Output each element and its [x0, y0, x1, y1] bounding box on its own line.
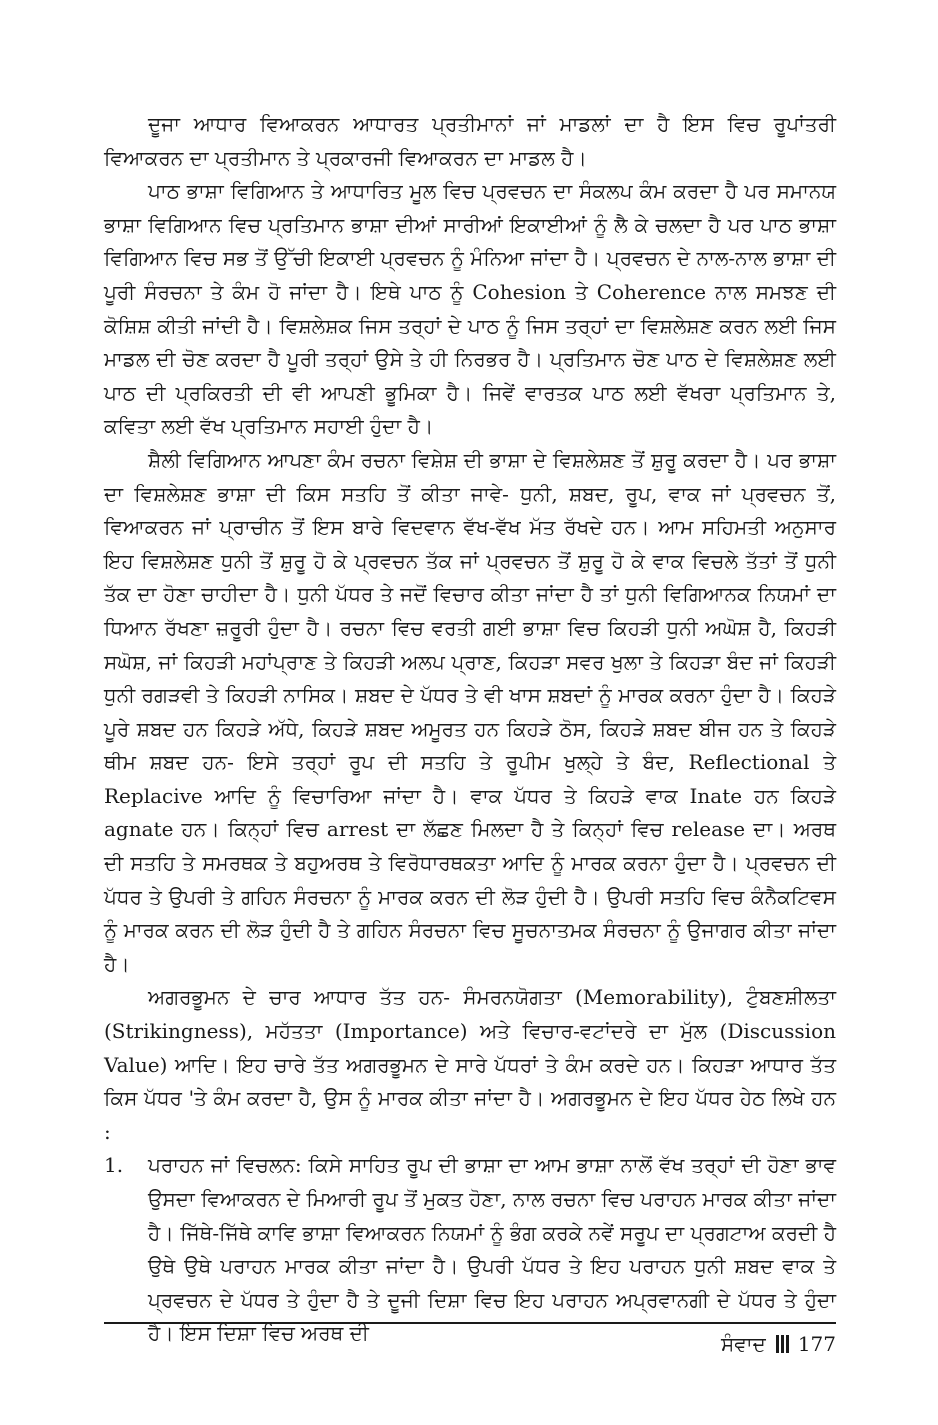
triple-bar-icon — [776, 1335, 790, 1353]
footer-rule — [104, 1322, 836, 1324]
page-body — [104, 108, 836, 1351]
paragraph-stylistics: ਸ਼ੈਲੀ ਵਿਗਿਆਨ ਆਪਣਾ ਕੰਮ ਰਚਨਾ ਵਿਸ਼ੇਸ਼ ਦੀ ਭਾਸ਼ਾ ਦੇ ਵਿਸ਼ਲੇਸ਼ਣ ਤੋਂ ਸ਼ੁਰੂ ਕਰਦਾ ਹੈ। ਪਰ ਭਾਸ਼ਾ ਦਾ ਵਿਸ਼ਲੇਸ਼ਣ ਭਾਸ਼ਾ ਦੀ ਕਿਸ ਸਤਹਿ ਤੋਂ ਕੀਤਾ ਜਾਵੇ- ਧੁਨੀ, ਸ਼ਬਦ, ਰੂਪ, ਵਾਕ ਜਾਂ ਪ੍ਰਵਚਨ ਤੋਂ, ਵਿਆਕਰਨ ਜਾਂ ਪ੍ਰਾਚੀਨ ਤੋਂ ਇਸ ਬਾਰੇ ਵਿਦਵਾਨ ਵੱਖ-ਵੱਖ ਮੱਤ ਰੱਖਦੇ ਹਨ। ਆਮ ਸਹਿਮਤੀ ਅਨੁਸਾਰ ਇਹ ਵਿਸ਼ਲੇਸ਼ਣ ਧੁਨੀ ਤੋਂ ਸ਼ੁਰੂ ਹੋ ਕੇ ਪ੍ਰਵਚਨ ਤੱਕ ਜਾਂ ਪ੍ਰਵਚਨ ਤੋਂ ਸ਼ੁਰੂ ਹੋ ਕੇ ਵਾਕ ਵਿਚਲੇ ਤੱਤਾਂ ਤੋਂ ਧੁਨੀ ਤੱਕ ਦਾ ਹੋਣਾ ਚਾਹੀਦਾ ਹੈ। ਧੁਨੀ ਪੱਧਰ ਤੇ ਜਦੋਂ ਵਿਚਾਰ ਕੀਤਾ ਜਾਂਦਾ ਹੈ ਤਾਂ ਧੁਨੀ ਵਿਗਿਆਨਕ ਨਿਯਮਾਂ ਦਾ ਧਿਆਨ ਰੱਖਣਾ ਜ਼ਰੂਰੀ ਹੁੰਦਾ ਹੈ। ਰਚਨਾ ਵਿਚ ਵਰਤੀ ਗਈ ਭਾਸ਼ਾ ਵਿਚ ਕਿਹੜੀ ਧੁਨੀ ਅਘੋਸ਼ ਹੈ, ਕਿਹੜੀ ਸਘੋਸ਼, ਜਾਂ ਕਿਹੜੀ ਮਹਾਂਪ੍ਰਾਣ ਤੇ ਕਿਹੜੀ ਅਲਪ ਪ੍ਰਾਣ, ਕਿਹੜਾ ਸਵਰ ਖੁਲਾ ਤੇ ਕਿਹੜਾ ਬੰਦ ਜਾਂ ਕਿਹੜੀ ਧੁਨੀ ਰਗੜਵੀ ਤੇ ਕਿਹੜੀ ਨਾਸਿਕ। ਸ਼ਬਦ ਦੇ ਪੱਧਰ ਤੇ ਵੀ ਖਾਸ ਸ਼ਬਦਾਂ ਨੂੰ ਮਾਰਕ ਕਰਨਾ ਹੁੰਦਾ ਹੈ। ਕਿਹੜੇ ਪੂਰੇ ਸ਼ਬਦ ਹਨ ਕਿਹੜੇ ਅੱਧੇ, ਕਿਹੜੇ ਸ਼ਬਦ ਅਮੂਰਤ ਹਨ ਕਿਹੜੇ ਠੋਸ, ਕਿਹੜੇ ਸ਼ਬਦ ਬੀਜ ਹਨ ਤੇ ਕਿਹੜੇ ਥੀਮ ਸ਼ਬਦ ਹਨ- ਇਸੇ ਤਰ੍ਹਾਂ ਰੂਪ ਦੀ ਸਤਹਿ ਤੇ ਰੂਪੀਮ ਖੁਲ੍ਹੇ ਤੇ ਬੰਦ, Reflectional ਤੇ Replacive ਆਦਿ ਨੂੰ ਵਿਚਾਰਿਆ ਜਾਂਦਾ ਹੈ। ਵਾਕ ਪੱਧਰ ਤੇ ਕਿਹੜੇ ਵਾਕ Inate ਹਨ ਕਿਹੜੇ agnate ਹਨ। ਕਿਨ੍ਹਾਂ ਵਿਚ arrest ਦਾ ਲੱਛਣ ਮਿਲਦਾ ਹੈ ਤੇ ਕਿਨ੍ਹਾਂ ਵਿਚ release ਦਾ। ਅਰਥ ਦੀ ਸਤਹਿ ਤੇ ਸਮਰਥਕ ਤੇ ਬਹੁਅਰਥ ਤੇ ਵਿਰੋਧਾਰਥਕਤਾ ਆਦਿ ਨੂੰ ਮਾਰਕ ਕਰਨਾ ਹੁੰਦਾ ਹੈ। ਪ੍ਰਵਚਨ ਦੀ ਪੱਧਰ ਤੇ ਉਪਰੀ ਤੇ ਗਹਿਨ ਸੰਰਚਨਾ ਨੂੰ ਮਾਰਕ ਕਰਨ ਦੀ ਲੋੜ ਹੁੰਦੀ ਹੈ। ਉਪਰੀ ਸਤਹਿ ਵਿਚ ਕੰਨੈਕਟਿਵਸ ਨੂੰ ਮਾਰਕ ਕਰਨ ਦੀ ਲੋੜ ਹੁੰਦੀ ਹੈ ਤੇ ਗਹਿਨ ਸੰਰਚਨਾ ਵਿਚ ਸੂਚਨਾਤਮਕ ਸੰਰਚਨਾ ਨੂੰ ਉਜਾਗਰ ਕੀਤਾ ਜਾਂਦਾ ਹੈ। — [104, 447, 836, 976]
running-title: ਸੰਵਾਦ — [721, 1332, 766, 1356]
list-item-number: 1. — [104, 1153, 124, 1178]
list-item-text: ਪਰਾਹਨ ਜਾਂ ਵਿਚਲਨ: ਕਿਸੇ ਸਾਹਿਤ ਰੂਪ ਦੀ ਭਾਸ਼ਾ ਦਾ ਆਮ ਭਾਸ਼ਾ ਨਾਲੋਂ ਵੱਖ ਤਰ੍ਹਾਂ ਦੀ ਹੋਣਾ ਭਾਵ ਉਸਦਾ ਵਿਆਕਰਨ ਦੇ ਮਿਆਰੀ ਰੂਪ ਤੋਂ ਮੁਕਤ ਹੋਣਾ, ਨਾਲ ਰਚਨਾ ਵਿਚ ਪਰਾਹਨ ਮਾਰਕ ਕੀਤਾ ਜਾਂਦਾ ਹੈ। ਜਿੱਥੇ-ਜਿੱਥੇ ਕਾਵਿ ਭਾਸ਼ਾ ਵਿਆਕਰਨ ਨਿਯਮਾਂ ਨੂੰ ਭੰਗ ਕਰਕੇ ਨਵੇਂ ਸਰੂਪ ਦਾ ਪ੍ਰਗਟਾਅ ਕਰਦੀ ਹੈ ਉਥੇ ਉਥੇ ਪਰਾਹਨ ਮਾਰਕ ਕੀਤਾ ਜਾਂਦਾ ਹੈ। ਉਪਰੀ ਪੱਧਰ ਤੇ ਇਹ ਪਰਾਹਨ ਧੁਨੀ ਸ਼ਬਦ ਵਾਕ ਤੇ ਪ੍ਰਵਚਨ ਦੇ ਪੱਧਰ ਤੇ ਹੁੰਦਾ ਹੈ ਤੇ ਦੂਜੀ ਦਿਸ਼ਾ ਵਿਚ ਇਹ ਪਰਾਹਨ ਅਪ੍ਰਵਾਨਗੀ ਦੇ ਪੱਧਰ ਤੇ ਹੁੰਦਾ ਹੈ। ਇਸ ਦਿਸ਼ਾ ਵਿਚ ਅਰਥ ਦੀ — [148, 1153, 836, 1346]
paragraph-foregrounding: ਅਗਰਭੂਮਨ ਦੇ ਚਾਰ ਆਧਾਰ ਤੱਤ ਹਨ- ਸੰਮਰਨਯੋਗਤਾ (Memorability), ਟੁੰਬਣਸ਼ੀਲਤਾ (Strikingness), ਮਹੱਤਤਾ (Importance) ਅਤੇ ਵਿਚਾਰ-ਵਟਾਂਦਰੇ ਦਾ ਮੁੱਲ (Discussion Value) ਆਦਿ। ਇਹ ਚਾਰੇ ਤੱਤ ਅਗਰਭੂਮਨ ਦੇ ਸਾਰੇ ਪੱਧਰਾਂ ਤੇ ਕੰਮ ਕਰਦੇ ਹਨ। ਕਿਹੜਾ ਆਧਾਰ ਤੱਤ ਕਿਸ ਪੱਧਰ 'ਤੇ ਕੰਮ ਕਰਦਾ ਹੈ, ਉਸ ਨੂੰ ਮਾਰਕ ਕੀਤਾ ਜਾਂਦਾ ਹੈ। ਅਗਰਭੂਮਨ ਦੇ ਇਹ ਪੱਧਰ ਹੇਠ ਲਿਖੇ ਹਨ : — [104, 985, 836, 1144]
paragraph-text-linguistics: ਪਾਠ ਭਾਸ਼ਾ ਵਿਗਿਆਨ ਤੇ ਆਧਾਰਿਤ ਮੂਲ ਵਿਚ ਪ੍ਰਵਚਨ ਦਾ ਸੰਕਲਪ ਕੰਮ ਕਰਦਾ ਹੈ ਪਰ ਸਮਾਨਯ ਭਾਸ਼ਾ ਵਿਗਿਆਨ ਵਿਚ ਪ੍ਰਤਿਮਾਨ ਭਾਸ਼ਾ ਦੀਆਂ ਸਾਰੀਆਂ ਇਕਾਈਆਂ ਨੂੰ ਲੈ ਕੇ ਚਲਦਾ ਹੈ ਪਰ ਪਾਠ ਭਾਸ਼ਾ ਵਿਗਿਆਨ ਵਿਚ ਸਭ ਤੋਂ ਉੱਚੀ ਇਕਾਈ ਪ੍ਰਵਚਨ ਨੂੰ ਮੰਨਿਆ ਜਾਂਦਾ ਹੈ। ਪ੍ਰਵਚਨ ਦੇ ਨਾਲ-ਨਾਲ ਭਾਸ਼ਾ ਦੀ ਪੂਰੀ ਸੰਰਚਨਾ ਤੇ ਕੰਮ ਹੋ ਜਾਂਦਾ ਹੈ। ਇਥੇ ਪਾਠ ਨੂੰ Cohesion ਤੇ Coherence ਨਾਲ ਸਮਝਣ ਦੀ ਕੋਸ਼ਿਸ਼ ਕੀਤੀ ਜਾਂਦੀ ਹੈ। ਵਿਸ਼ਲੇਸ਼ਕ ਜਿਸ ਤਰ੍ਹਾਂ ਦੇ ਪਾਠ ਨੂੰ ਜਿਸ ਤਰ੍ਹਾਂ ਦਾ ਵਿਸ਼ਲੇਸ਼ਣ ਕਰਨ ਲਈ ਜਿਸ ਮਾਡਲ ਦੀ ਚੋਣ ਕਰਦਾ ਹੈ ਪੂਰੀ ਤਰ੍ਹਾਂ ਉਸੇ ਤੇ ਹੀ ਨਿਰਭਰ ਹੈ। ਪ੍ਰਤਿਮਾਨ ਚੋਣ ਪਾਠ ਦੇ ਵਿਸ਼ਲੇਸ਼ਣ ਲਈ ਪਾਠ ਦੀ ਪ੍ਰਕਿਰਤੀ ਦੀ ਵੀ ਆਪਣੀ ਭੂਮਿਕਾ ਹੈ। ਜਿਵੇਂ ਵਾਰਤਕ ਪਾਠ ਲਈ ਵੱਖਰਾ ਪ੍ਰਤਿਮਾਨ ਤੇ, ਕਵਿਤਾ ਲਈ ਵੱਖ ਪ੍ਰਤਿਮਾਨ ਸਹਾਈ ਹੁੰਦਾ ਹੈ। — [104, 179, 836, 439]
list-item — [104, 1149, 836, 1351]
page-footer — [721, 1329, 836, 1359]
paragraph-grammar-models: ਦੂਜਾ ਆਧਾਰ ਵਿਆਕਰਨ ਆਧਾਰਤ ਪ੍ਰਤੀਮਾਨਾਂ ਜਾਂ ਮਾਡਲਾਂ ਦਾ ਹੈ ਇਸ ਵਿਚ ਰੂਪਾਂਤਰੀ ਵਿਆਕਰਨ ਦਾ ਪ੍ਰਤੀਮਾਨ ਤੇ ਪ੍ਰਕਾਰਜੀ ਵਿਆਕਰਨ ਦਾ ਮਾਡਲ ਹੈ। — [104, 112, 836, 170]
page-number: 177 — [797, 1332, 836, 1356]
numbered-list — [104, 1149, 836, 1351]
